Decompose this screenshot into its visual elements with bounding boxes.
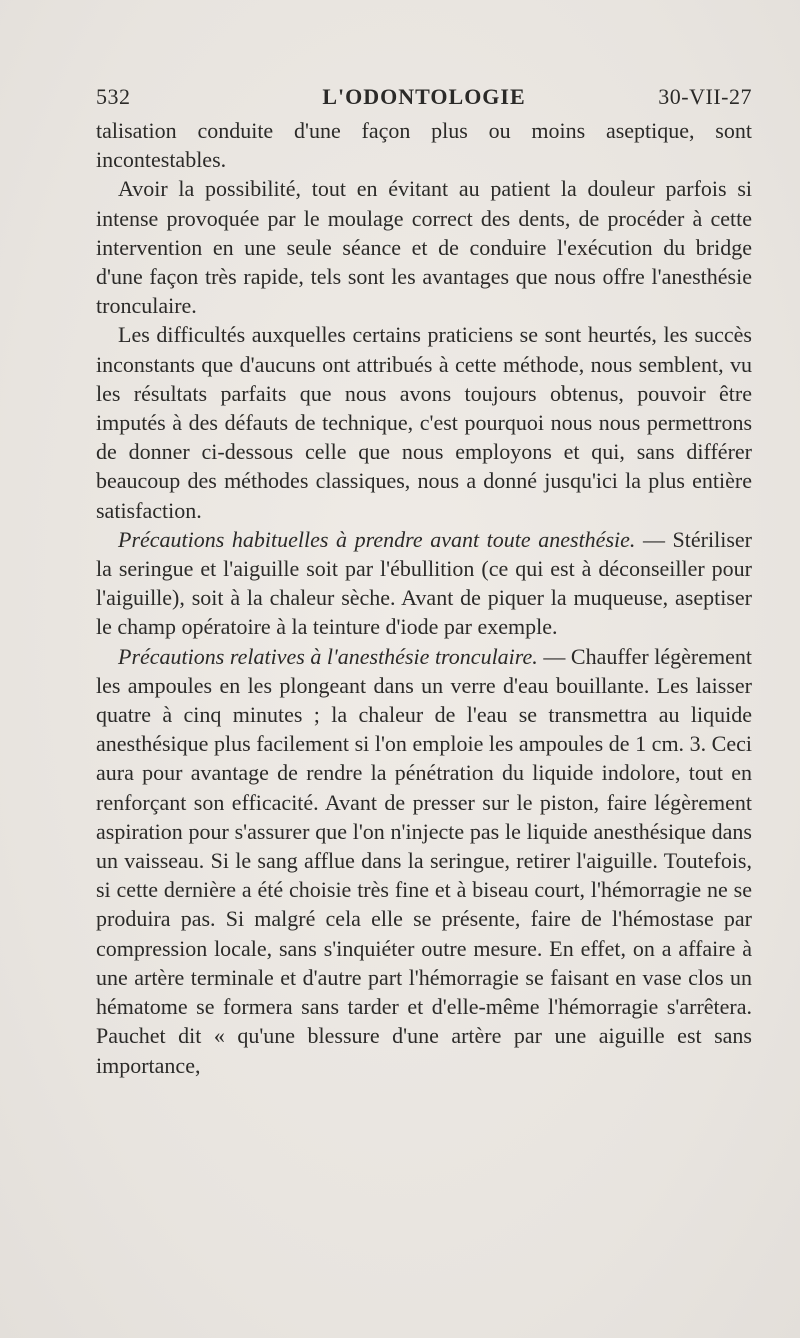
paragraph: [96, 116, 752, 174]
paragraph-text: Les difficultés auxquelles certains praticiens se sont heurtés, les succès inconstants que d'aucuns ont attribués à cette méthode, nous semblent, vu les résultats parfaits que nous avons toujours obtenus, pouvoir être imputés à des défauts de technique, c'est pourquoi nous nous permettrons de donner ci-dessous celle que nous employons et qui, sans différer beaucoup des méthodes classiques, nous a donné jusqu'ici la plus entière satisfaction.: [96, 322, 752, 523]
paragraph-text: — Chauffer légèrement les ampoules en les plongeant dans un verre d'eau bouillante. Les laisser quatre à cinq minutes ; la chaleur de l'eau se transmettra au liquide anesthésique plus facilement si l'on emploie les ampoules de 1 cm. 3. Ceci aura pour avantage de rendre la pénétration du liquide indolore, tout en renforçant son efficacité. Avant de presser sur le piston, faire légèrement aspiration pour s'assurer que l'on n'injecte pas le liquide anesthésique dans un vaisseau. Si le sang afflue dans la seringue, retirer l'aiguille. Toutefois, si cette dernière a été choisie très fine et à biseau court, l'hémorragie ne se produira pas. Si malgré cela elle se présente, faire de l'hémostase par compression locale, sans s'inquiéter outre mesure. En effet, on a affaire à une artère terminale et d'autre part l'hémorragie se faisant en vase clos un hématome se formera sans tarder et d'elle-même l'hémorragie s'arrêtera. Pauchet dit « qu'une blessure d'une artère par une aiguille est sans importance,: [96, 643, 752, 1078]
paragraph-text: — Stériliser la seringue et l'aiguille soit par l'ébullition (ce qui est à déconseiller pour l'aiguille), soit à la chaleur sèche. Avant de piquer la muqueuse, aseptiser le champ opératoire à la teinture d'iode par exemple.: [96, 526, 752, 640]
page-number: 532: [96, 84, 131, 109]
paragraph: [96, 525, 752, 642]
section-heading: Précautions habituelles à prendre avant toute anesthésie.: [118, 526, 636, 552]
journal-title: L'ODONTOLOGIE: [322, 84, 526, 109]
section-heading: Précautions relatives à l'anesthésie tronculaire.: [118, 643, 538, 669]
issue-date: 30-VII-27: [658, 84, 752, 109]
running-header: [96, 84, 752, 112]
paragraph-text: Avoir la possibilité, tout en évitant au patient la douleur parfois si intense provoquée par le moulage correct des dents, de procéder à cette intervention en une seule séance et de conduire l'exécution du bridge d'une façon très rapide, tels sont les avantages que nous offre l'anesthésie tronculaire.: [96, 176, 752, 319]
body-text: [96, 116, 752, 1080]
paragraph: [96, 320, 752, 524]
paragraph-text: talisation conduite d'une façon plus ou moins aseptique, sont incontestables.: [96, 118, 752, 173]
paragraph: [96, 174, 752, 320]
paragraph: [96, 642, 752, 1080]
